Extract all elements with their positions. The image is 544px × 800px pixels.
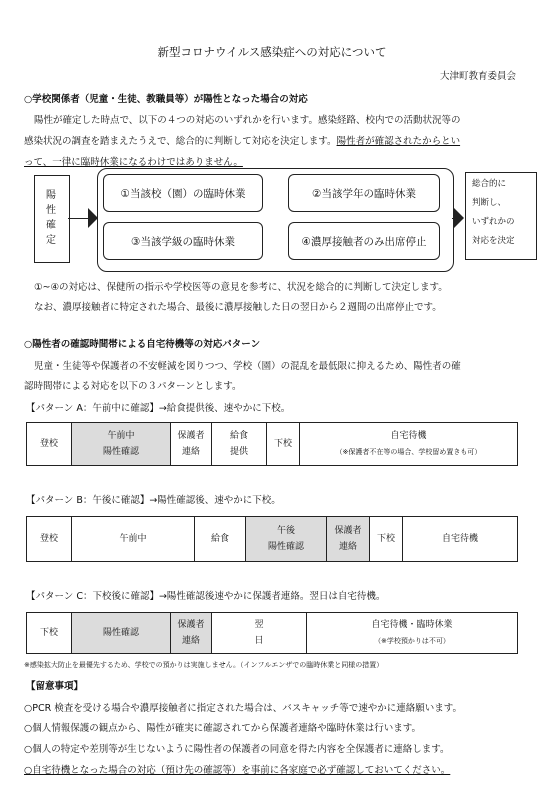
table-cell: 自宅待機・臨時休業 （※学校預かりは不可） — [307, 613, 518, 654]
table-row — [27, 613, 518, 654]
table-cell: 自宅待機 （※保護者不在等の場合、学校留め置きも可） — [300, 423, 518, 466]
table-cell: 登校 — [27, 423, 72, 466]
pattern-c-table — [26, 612, 518, 654]
notes-item-4: ○自宅待機となった場合の対応（預け先の確認等）を事前に各家庭で必ず確認しておいてください。 — [24, 765, 451, 776]
section1-para-line3: って、一律に臨時休業になるわけではありません。 — [24, 157, 243, 168]
table-cell: 午前中 陽性確認 — [72, 423, 171, 466]
notes-item-2: ○個人情報保護の観点から、陽性が確実に確認されてから保護者連絡や臨時休業は行います。 — [24, 723, 422, 734]
option-1-box: ①当該校（園）の臨時休業 — [103, 174, 263, 212]
pattern-a-table — [26, 422, 518, 466]
option-4-box: ④濃厚接触者のみ出席停止 — [288, 222, 440, 260]
section1-para-line2: 感染状況の調査を踏まえたうえで、総合的に判断して対応を決定します。陽性者が確認されたからとい — [24, 136, 461, 147]
section1-underlined-a: 陽性者が確認されたからとい — [336, 136, 461, 147]
table-cell: 午前中 — [72, 517, 195, 562]
section1-after-line1: ①~④の対応は、保健所の指示や学校医等の意見を参考に、状況を総合的に判断して決定します。 — [34, 282, 448, 293]
table-row — [27, 517, 518, 562]
pattern-b-table — [26, 516, 518, 562]
positive-confirmed-label: 陽 性 確 定 — [46, 190, 56, 246]
table-cell: 自宅待機 — [403, 517, 518, 562]
table-cell: 下校 — [27, 613, 72, 654]
organization-name: 大津町教育委員会 — [439, 71, 516, 82]
table-cell: 給食 提供 — [212, 423, 267, 466]
pattern-note: ※感染拡大防止を最優先するため、学校での預かりは実施しません。（インフルエンザでの臨時休業と同様の措置） — [24, 661, 384, 669]
table-cell: 翌 日 — [212, 613, 307, 654]
option-3-box: ③当該学級の臨時休業 — [103, 222, 263, 260]
section2-para-line1: 児童・生徒等や保護者の不安軽減を図りつつ、学校（園）の混乱を最低限に抑えるため、陽性者の確 — [34, 361, 461, 372]
notes-item-3: ○個人の特定や差別等が生じないように陽性者の保護者の同意を得た内容を全保護者に連絡します。 — [24, 744, 450, 755]
pattern-a-label: 【パターン A：午前中に確認】→給食提供後、速やかに下校。 — [26, 403, 291, 414]
table-cell: 登校 — [27, 517, 72, 562]
section1-para-line1: 陽性が確定した時点で、以下の４つの対応のいずれかを行います。感染経路、校内での活動状況等の — [34, 115, 461, 126]
decision-box: 総合的に 判断し、 いずれかの 対応を決定 — [465, 172, 537, 260]
pattern-b-label: 【パターン B：午後に確認】→陽性確認後、速やかに下校。 — [26, 495, 281, 506]
table-cell: 保護者 連絡 — [171, 613, 212, 654]
table-cell: 午後 陽性確認 — [246, 517, 327, 562]
section2-heading: ○陽性者の確認時間帯による自宅待機等の対応パターン — [24, 339, 261, 350]
section1-heading: ○学校関係者（児童・生徒、教職員等）が陽性となった場合の対応 — [24, 94, 308, 105]
section2-para-line2: 認時間帯による対応を以下の３パターンとします。 — [24, 381, 242, 392]
table-cell: 陽性確認 — [72, 613, 171, 654]
table-cell: 下校 — [370, 517, 403, 562]
table-cell: 保護者 連絡 — [327, 517, 370, 562]
page-title: 新型コロナウイルス感染症への対応について — [157, 45, 387, 59]
notes-heading: 【留意事項】 — [26, 681, 84, 692]
table-row — [27, 423, 518, 466]
pattern-c-label: 【パターン C：下校後に確認】→陽性確認後速やかに保護者連絡。翌日は自宅待機。 — [26, 591, 386, 602]
section1-after-line2: なお、濃厚接触者に特定された場合、最後に濃厚接触した日の翌日から２週間の出席停止です。 — [34, 302, 442, 313]
notes-item-1: ○PCR 検査を受ける場合や濃厚接触者に指定された場合は、バスキャッチ等で速やかに連絡願います。 — [24, 703, 463, 714]
option-2-box: ②当該学年の臨時休業 — [288, 174, 440, 212]
table-cell: 保護者 連絡 — [171, 423, 212, 466]
arrow-right-1-shaft — [68, 218, 90, 219]
arrow-right-2-icon — [454, 208, 464, 228]
table-cell: 下校 — [267, 423, 300, 466]
table-cell: 給食 — [195, 517, 246, 562]
